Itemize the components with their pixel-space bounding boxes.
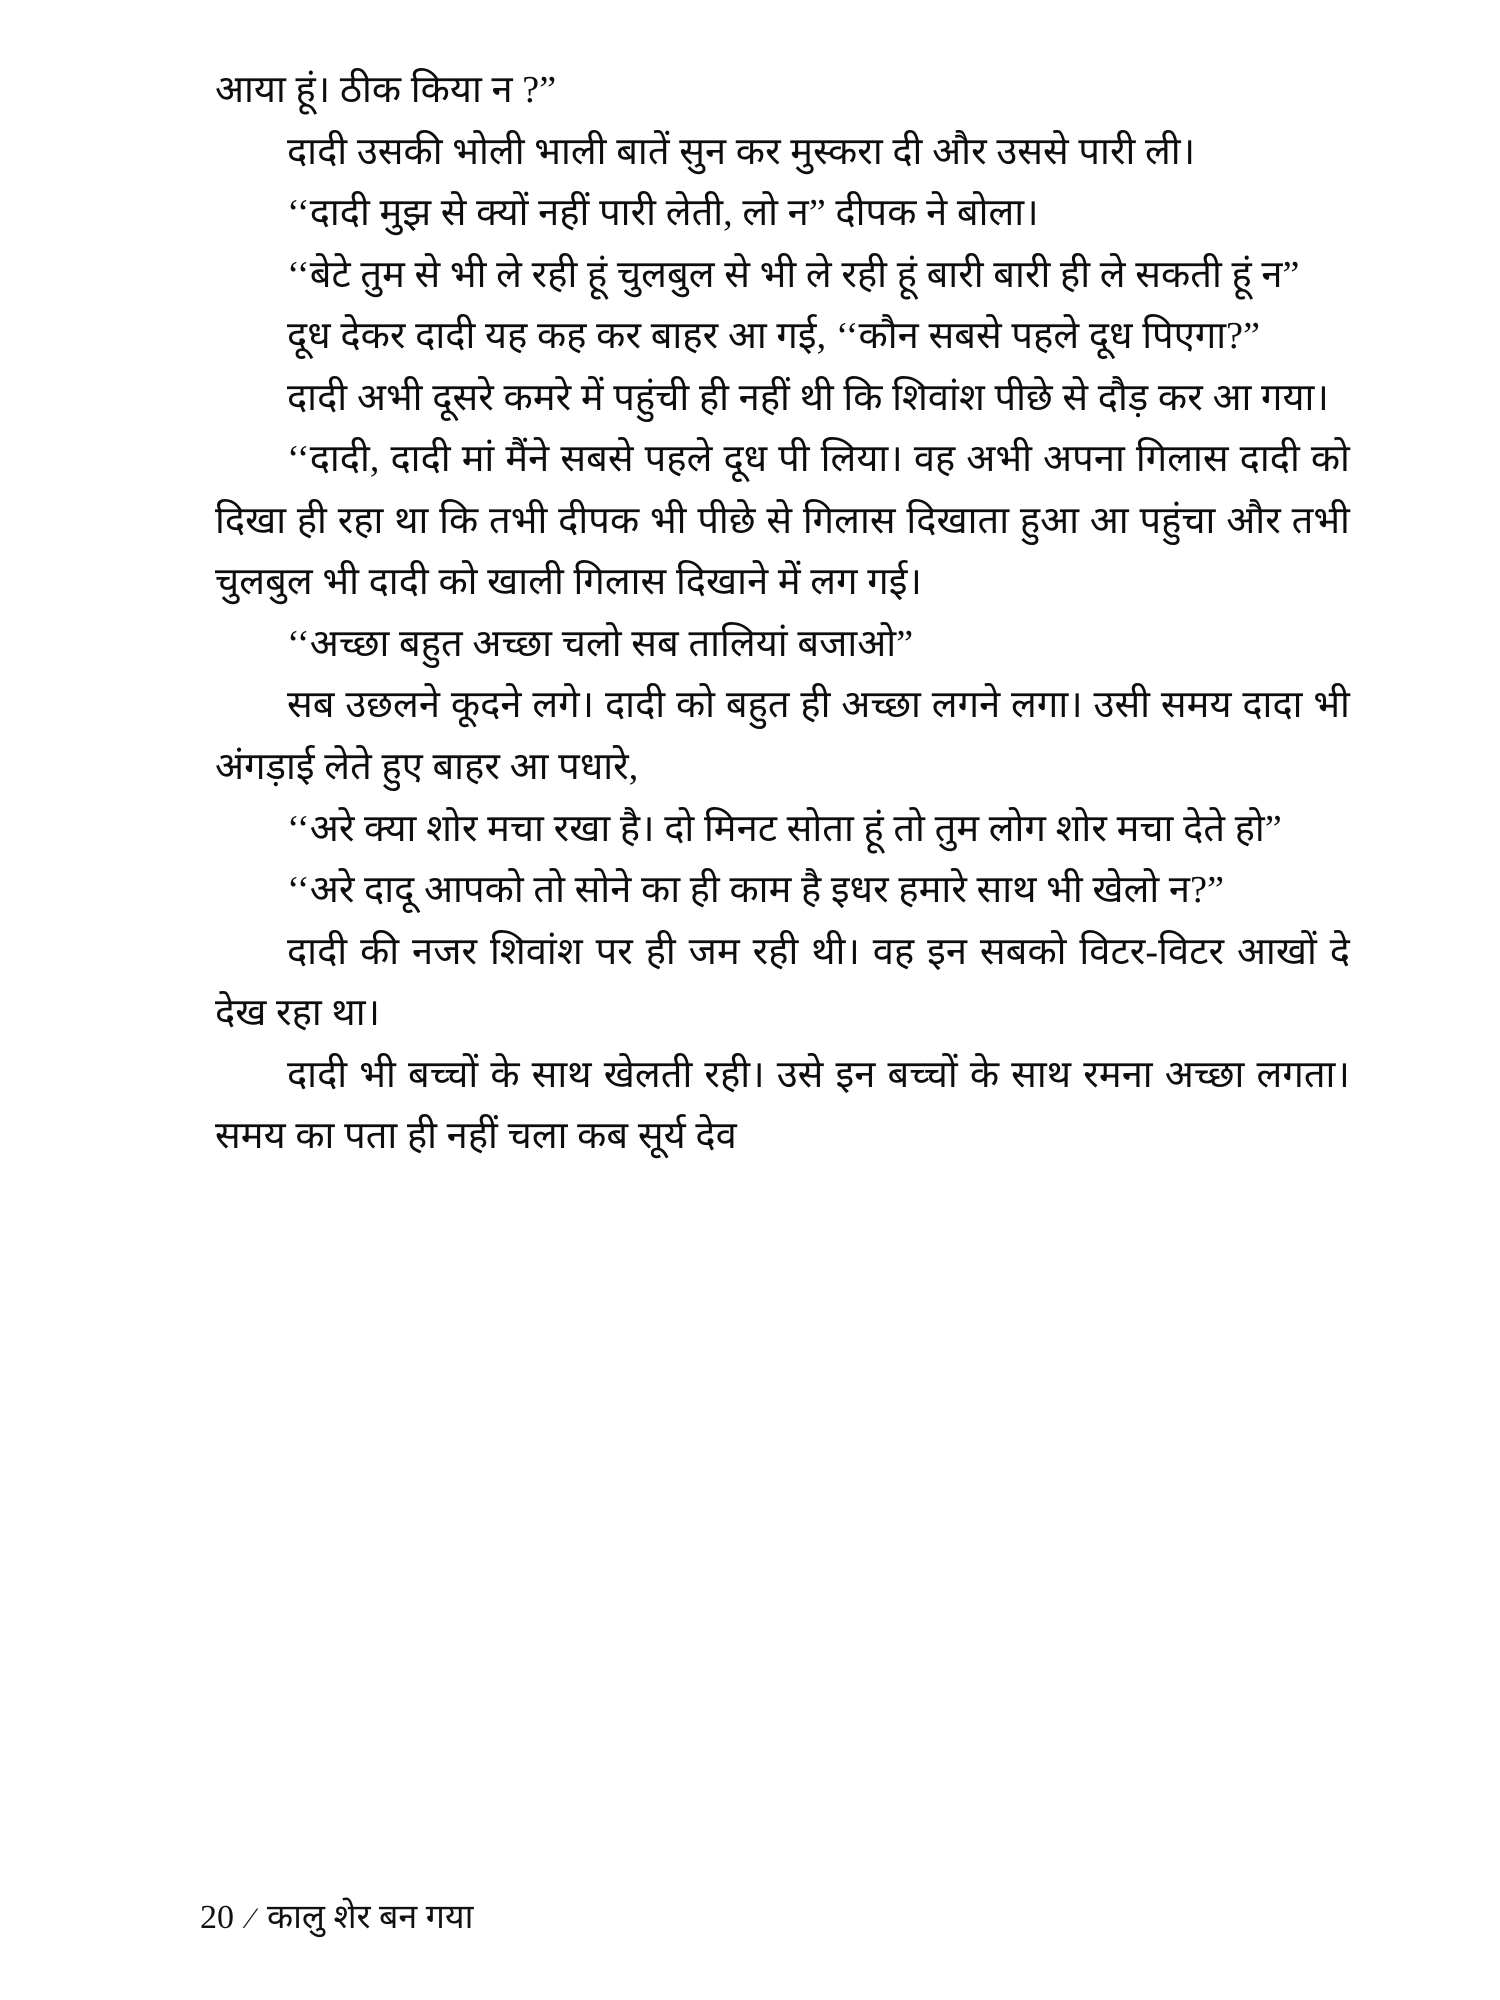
paragraph: ‘‘अरे दादू आपको तो सोने का ही काम है इधर हमारे साथ भी खेलो न?”: [287, 869, 1225, 912]
paragraph: दादी उसकी भोली भाली बातें सुन कर मुस्करा दी और उससे पारी ली।: [287, 130, 1196, 173]
footer-separator: ⁄: [248, 1902, 254, 1935]
paragraph: ‘‘बेटे तुम से भी ले रही हूं चुलबुल से भी ले रही हूं बारी बारी ही ले सकती हूं न”: [287, 253, 1300, 296]
paragraph: ‘‘दादी, दादी मां मैंने सबसे पहले दूध पी लिया। वह अभी अपना गिलास दादी को दिखा ही रहा था कि तभी दीपक भी पीछे से गिलास दिखाता हुआ आ पहुंचा और तभी चुलबुल भी दादी को खाली गिलास दिखाने में लग गई।: [215, 438, 1350, 604]
page-body: [215, 60, 1350, 1168]
paragraph: ‘‘अरे क्या शोर मचा रखा है। दो मिनट सोता हूं तो तुम लोग शोर मचा देते हो”: [287, 807, 1282, 850]
paragraph: सब उछलने कूदने लगे। दादी को बहुत ही अच्छा लगने लगा। उसी समय दादा भी अंगड़ाई लेते हुए बाहर आ पधारे,: [215, 684, 1350, 789]
book-title: कालु शेर बन गया: [267, 1899, 474, 1936]
page-footer: [200, 1892, 473, 1938]
paragraph: दूध देकर दादी यह कह कर बाहर आ गई, ‘‘कौन सबसे पहले दूध पिएगा?”: [287, 315, 1261, 358]
paragraph: दादी भी बच्चों के साथ खेलती रही। उसे इन बच्चों के साथ रमना अच्छा लगता। समय का पता ही नहीं चला कब सूर्य देव: [215, 1053, 1350, 1158]
page-number: 20: [200, 1899, 234, 1936]
paragraph: दादी अभी दूसरे कमरे में पहुंची ही नहीं थी कि शिवांश पीछे से दौड़ कर आ गया।: [287, 376, 1329, 419]
paragraph: ‘‘दादी मुझ से क्यों नहीं पारी लेती, लो न” दीपक ने बोला।: [287, 192, 1039, 235]
paragraph: आया हूं। ठीक किया न ?”: [215, 69, 557, 111]
paragraph: ‘‘अच्छा बहुत अच्छा चलो सब तालियां बजाओ”: [287, 622, 914, 665]
paragraph: दादी की नजर शिवांश पर ही जम रही थी। वह इन सबको विटर-विटर आखों दे देख रहा था।: [215, 930, 1350, 1035]
